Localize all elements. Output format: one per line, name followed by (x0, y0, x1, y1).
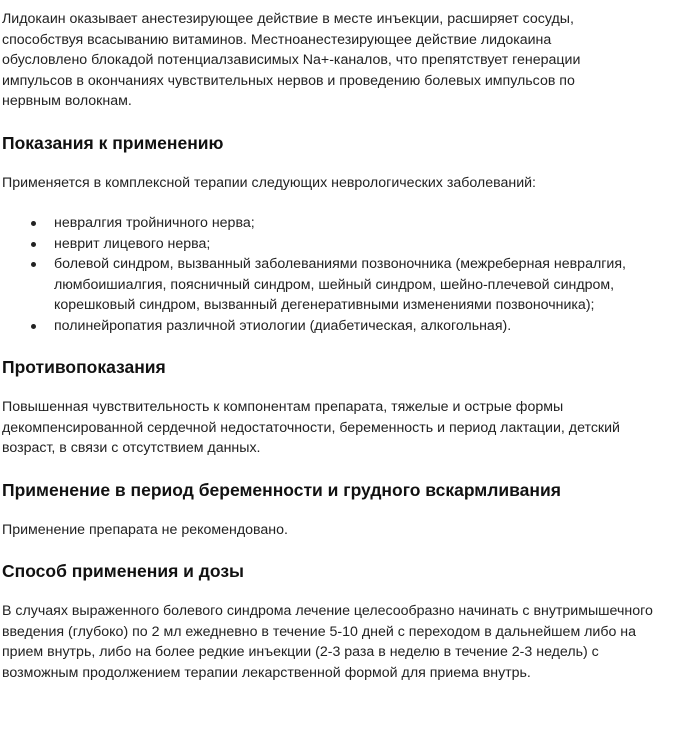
intro-paragraph: Лидокаин оказывает анестезирующее действие в месте инъекции, расширяет сосуды, способствуя всасыванию витаминов. Местноанестезирующее действие лидокаина обусловлено блокадой потенциалзависимых Na+-каналов, что препятствует генерации импульсов в окончаниях чувствительных нервов и проведению болевых импульсов по нервным волокнам. (2, 11, 581, 109)
contraindications-heading: Противопоказания (2, 357, 166, 377)
list-item: болевой синдром, вызванный заболеваниями позвоночника (межреберная невралгия, люмбоишиалгия, поясничный синдром, шейный синдром, шейно-плечевой синдром, корешковый синдром, вызванный дегенеративными изменениями позвоночника); (2, 254, 699, 316)
pregnancy-paragraph: Применение препарата не рекомендовано. (2, 521, 288, 538)
indications-list (2, 213, 699, 336)
dosage-heading: Способ применения и дозы (2, 561, 244, 581)
indications-lead: Применяется в комплексной терапии следующих неврологических заболеваний: (2, 174, 536, 191)
indications-heading: Показания к применению (2, 132, 224, 153)
pregnancy-heading: Применение в период беременности и грудного вскармливания (2, 479, 561, 500)
contraindications-paragraph: Повышенная чувствительность к компонентам препарата, тяжелые и острые формы декомпенсированной сердечной недостаточности, беременность и период лактации, детский возраст, в связи с отсутствием данных. (2, 399, 620, 456)
list-item: полинейропатия различной этиологии (диабетическая, алкогольная). (2, 316, 699, 337)
list-item: неврит лицевого нерва; (2, 234, 699, 255)
dosage-paragraph: В случаях выраженного болевого синдрома лечение целесообразно начинать с внутримышечного введения (глубоко) по 2 мл ежедневно в течение 5-10 дней с переходом в дальнейшем либо на прием внутрь, либо на более редкие инъекции (2-3 раза в неделю в течение 2-3 недель) с возможным продолжением терапии лекарственной формой для приема внутрь. (2, 603, 653, 681)
list-item: невралгия тройничного нерва; (2, 213, 699, 234)
